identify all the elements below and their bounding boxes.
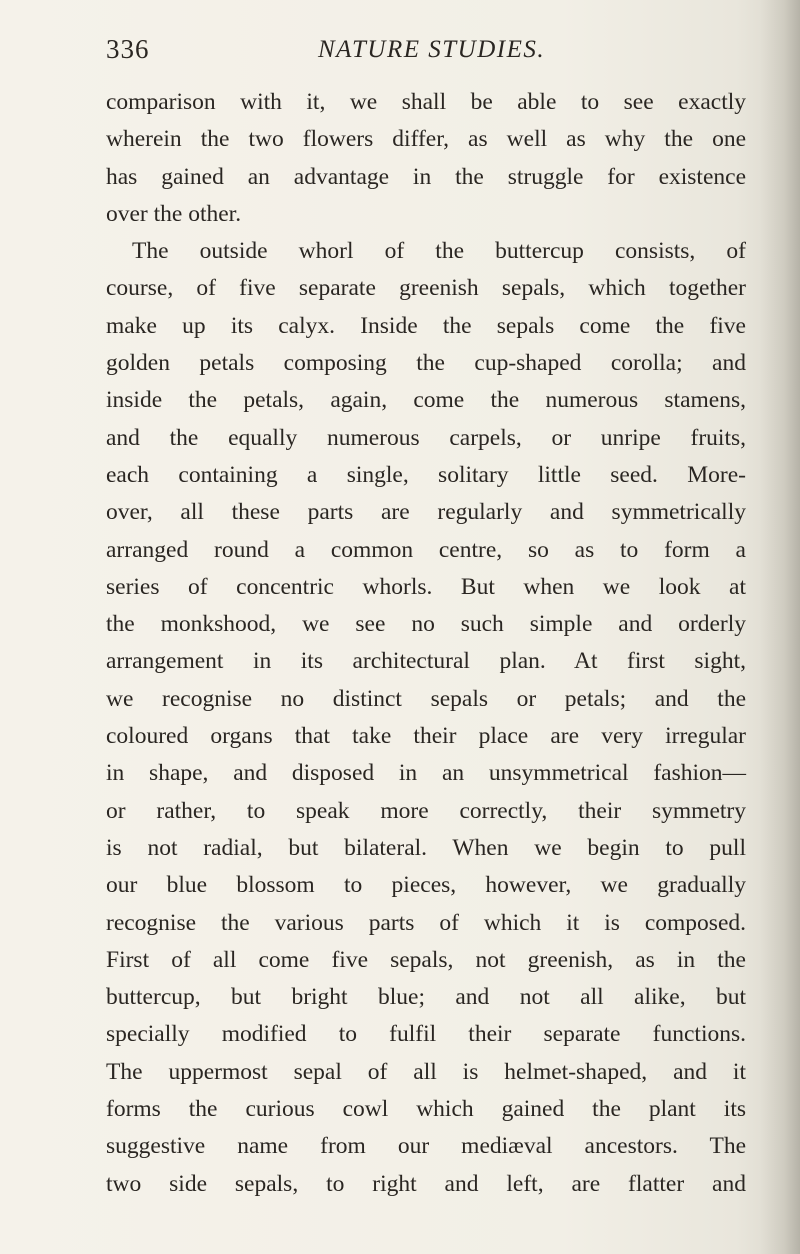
text-line: in shape, and disposed in an unsymmetrical fashion— bbox=[106, 760, 746, 787]
text-line: specially modified to fulfil their separate functions. bbox=[106, 1021, 746, 1048]
text-line: arranged round a common centre, so as to form a bbox=[106, 536, 746, 563]
text-line: two side sepals, to right and left, are flatter and bbox=[106, 1170, 746, 1197]
text-line: we recognise no distinct sepals or petals; and the bbox=[106, 685, 746, 712]
text-line: wherein the two flowers differ, as well as why the one bbox=[106, 126, 746, 153]
page-number: 336 bbox=[106, 34, 150, 64]
text-line: the monkshood, we see no such simple and orderly bbox=[106, 611, 746, 638]
text-line: over the other. bbox=[106, 200, 242, 227]
text-line: comparison with it, we shall be able to see exactly bbox=[106, 89, 746, 115]
text-line: has gained an advantage in the struggle for existence bbox=[106, 163, 746, 190]
text-line: recognise the various parts of which it is composed. bbox=[106, 909, 746, 936]
text-line: First of all come five sepals, not greenish, as in the bbox=[106, 946, 746, 973]
text-line: our blue blossom to pieces, however, we gradually bbox=[106, 872, 746, 899]
text-line: each containing a single, solitary little seed. More- bbox=[106, 461, 746, 488]
text-line: over, all these parts are regularly and symmetrically bbox=[106, 499, 746, 526]
page-edge-shadow bbox=[760, 0, 800, 1254]
text-line: arrangement in its architectural plan. At first sight, bbox=[106, 648, 746, 675]
text-line: or rather, to speak more correctly, their symmetry bbox=[106, 797, 746, 824]
text-line: course, of five separate greenish sepals, which together bbox=[106, 275, 746, 302]
text-line: series of concentric whorls. But when we look at bbox=[106, 573, 746, 600]
text-line: suggestive name from our mediæval ancestors. The bbox=[106, 1133, 746, 1160]
body-text bbox=[106, 84, 746, 1203]
text-line: inside the petals, again, come the numerous stamens, bbox=[106, 387, 746, 414]
text-line: buttercup, but bright blue; and not all alike, but bbox=[106, 984, 746, 1011]
text-line: forms the curious cowl which gained the plant its bbox=[106, 1096, 746, 1123]
text-line: and the equally numerous carpels, or unripe fruits, bbox=[106, 424, 746, 451]
text-line: is not radial, but bilateral. When we begin to pull bbox=[106, 834, 746, 861]
page-header bbox=[106, 34, 746, 70]
text-line: The uppermost sepal of all is helmet-shaped, and it bbox=[106, 1058, 746, 1085]
text-line: coloured organs that take their place are very irregular bbox=[106, 723, 746, 750]
text-line: The outside whorl of the buttercup consists, of bbox=[132, 238, 746, 265]
running-head: NATURE STUDIES. bbox=[318, 36, 546, 63]
text-line: golden petals composing the cup-shaped corolla; and bbox=[106, 350, 746, 377]
text-line: make up its calyx. Inside the sepals come the five bbox=[106, 312, 746, 339]
